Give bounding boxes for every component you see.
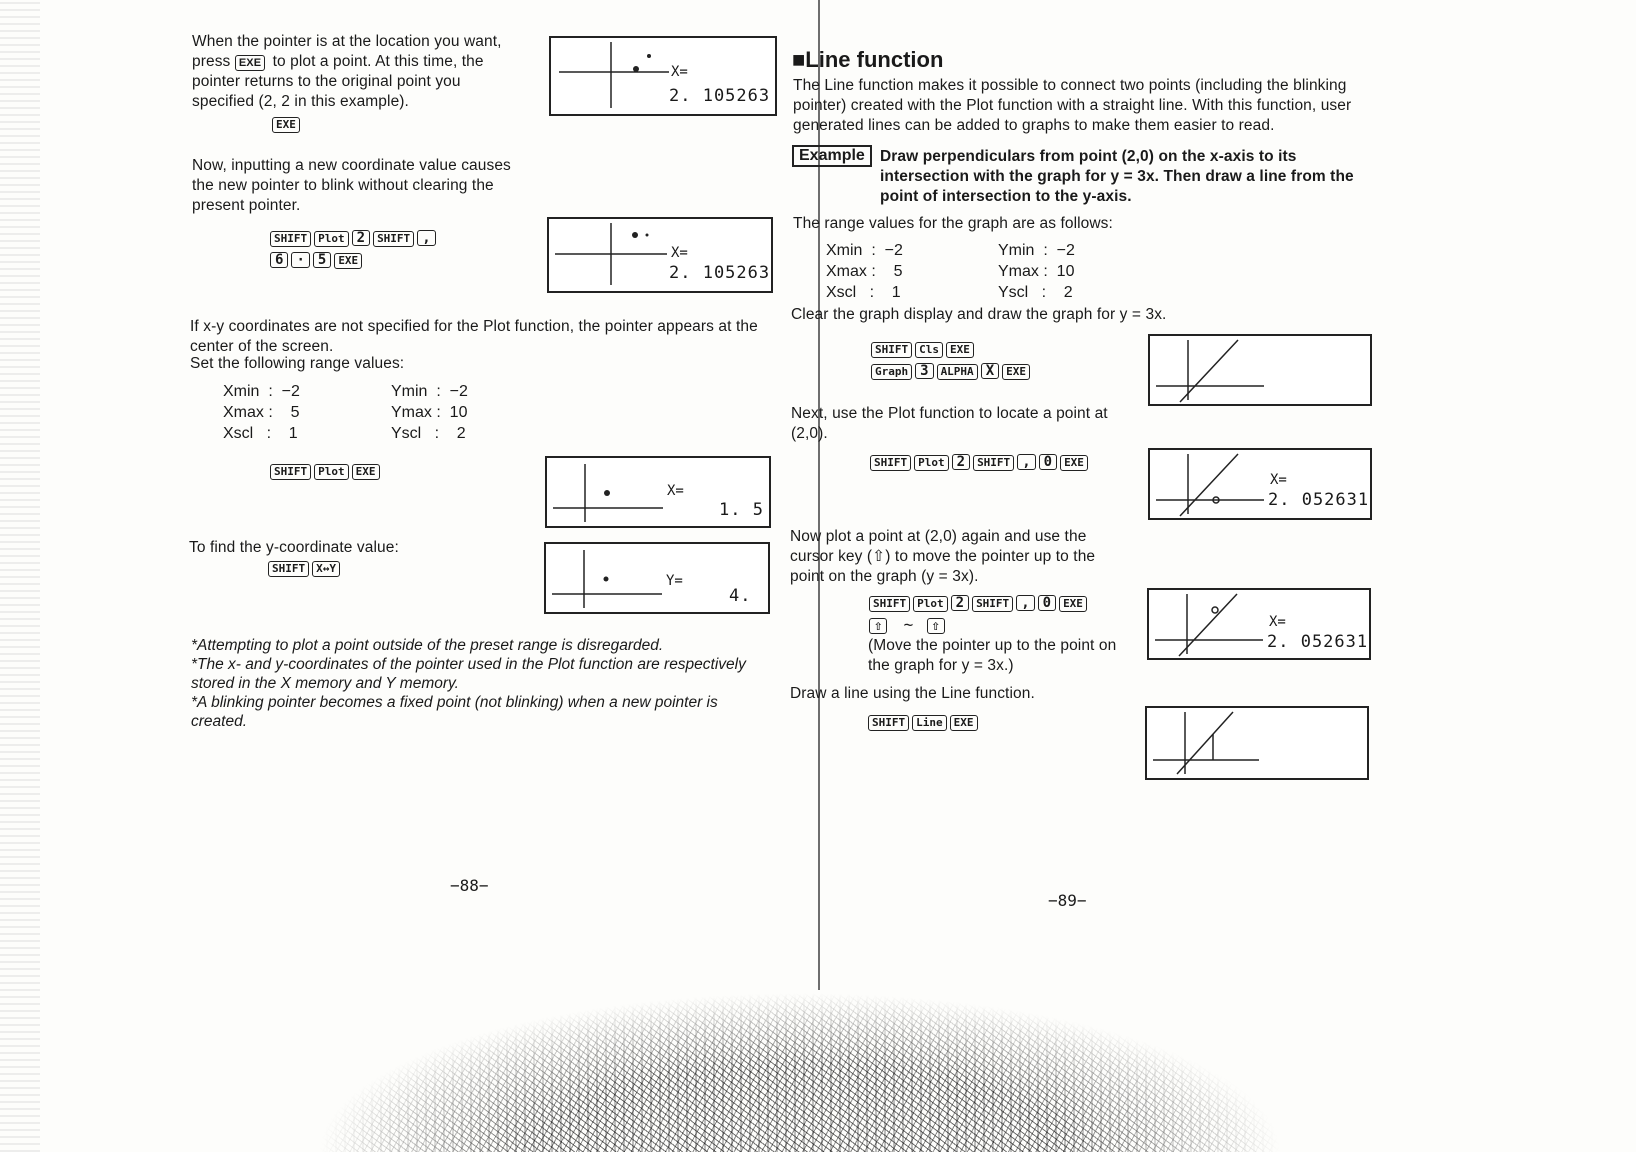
range-ymin: Ymin : −2 (391, 383, 468, 400)
keys-clear (871, 338, 1033, 382)
screen-3-label: X= (667, 483, 684, 499)
screen-4-value: 4. (729, 586, 752, 606)
example-block (792, 145, 1372, 205)
right-intro: The Line function makes it possible to connect two points (including the blinking pointer) created with the Plot function with a straight line. With this function, user generated lines can be added to graphs to make them easier to read. (793, 77, 1352, 134)
plot-key: Plot (914, 455, 949, 471)
page-number-right: −89− (1048, 891, 1087, 910)
point-key: · (291, 252, 309, 268)
keys-sequence-2 (270, 227, 439, 271)
exe-key: EXE (950, 715, 978, 731)
screen-a-graph (1150, 336, 1370, 404)
exe-key: EXE (946, 342, 974, 358)
page-number-left: −88− (450, 876, 489, 895)
left-para-2: Now, inputting a new coordinate value causes the new pointer to blink without clearing the present pointer. (192, 157, 511, 214)
key-row (270, 227, 439, 249)
exe-key: EXE (1059, 596, 1087, 612)
digit-key: 0 (1039, 454, 1057, 470)
cls-key: Cls (915, 342, 943, 358)
exe-key: EXE (272, 117, 300, 133)
range-xscl: Xscl : 1 (826, 284, 901, 301)
calc-screen-2 (547, 217, 773, 293)
example-text: Draw perpendiculars from point (2,0) on the x-axis to its intersection with the graph for y = 3x. Then draw a line from the point of intersection to the y-axis. (880, 148, 1354, 205)
exe-key: EXE (235, 55, 265, 71)
digit-key: 0 (1038, 595, 1056, 611)
range-yscl: Yscl : 2 (391, 425, 466, 442)
keys-sequence-4 (268, 557, 343, 579)
line-key: Line (912, 715, 947, 731)
digit-key: 2 (951, 595, 969, 611)
screen-1-label: X= (671, 64, 688, 80)
plot-key: Plot (913, 596, 948, 612)
right-para-move: (Move the pointer up to the point on the graph for y = 3x.) (868, 637, 1117, 674)
section-heading: ■Line function (792, 47, 944, 72)
right-range-table (826, 240, 903, 303)
screen-c-value: 2. 052631 (1267, 632, 1369, 652)
digit-key: 5 (313, 252, 331, 268)
key-row (869, 592, 1090, 614)
screen-2-value: 2. 105263 (669, 263, 771, 283)
keys-exe (272, 113, 303, 135)
range-xmin: Xmin : −2 (223, 383, 300, 400)
screen-b-label: X= (1270, 472, 1287, 488)
calc-screen-c (1147, 588, 1371, 660)
range-xmax: Xmax : 5 (223, 404, 300, 421)
range-ymax: Ymax : 10 (391, 404, 468, 421)
note-item: *A blinking pointer becomes a fixed point (not blinking) when a new pointer is created. (191, 694, 718, 730)
alpha-key: ALPHA (937, 364, 978, 380)
comma-key: , (1017, 454, 1035, 470)
calc-screen-d (1145, 706, 1369, 780)
left-para-1: When the pointer is at the location you want, press EXE to plot a point. At this time, the pointer returns to the original point you specified (2, 2 in this example). (192, 33, 502, 110)
shift-key: SHIFT (270, 231, 311, 247)
exe-key: EXE (1002, 364, 1030, 380)
shift-key: SHIFT (871, 342, 912, 358)
screen-c-label: X= (1269, 614, 1286, 630)
calc-screen-1 (549, 36, 777, 116)
example-label: Example (792, 145, 872, 167)
left-para-3b: Set the following range values: (190, 355, 405, 372)
shift-key: SHIFT (972, 596, 1013, 612)
range-xmin: Xmin : −2 (826, 242, 903, 259)
calc-screen-3 (545, 456, 771, 528)
screen-b-value: 2. 052631 (1268, 490, 1370, 510)
cursor-up-key: ⇧ (869, 618, 887, 634)
range-yscl: Yscl : 2 (998, 284, 1073, 301)
left-range-table-y (391, 381, 468, 444)
keys-next (870, 451, 1091, 473)
keys-sequence-3 (270, 460, 383, 482)
range-xscl: Xscl : 1 (223, 425, 298, 442)
screen-d-graph (1147, 708, 1367, 778)
key-row (871, 360, 1033, 382)
digit-key: 3 (915, 363, 933, 379)
digit-key: 2 (352, 230, 370, 246)
x-key: X (981, 363, 999, 379)
scan-noise (200, 985, 1400, 1152)
key-row (869, 614, 1090, 637)
keys-draw (868, 711, 981, 733)
key-row (270, 249, 439, 271)
plot-key: Plot (314, 464, 349, 480)
left-range-table (223, 381, 300, 444)
x-y-swap-key: X↔Y (312, 561, 340, 577)
page-edge-texture (0, 0, 40, 1152)
shift-key: SHIFT (268, 561, 309, 577)
tilde: ~ (903, 615, 914, 634)
screen-2-label: X= (671, 245, 688, 261)
left-para-3: If x-y coordinates are not specified for the Plot function, the pointer appears at the center of the screen. (190, 318, 758, 355)
keys-now (869, 592, 1090, 637)
shift-key: SHIFT (270, 464, 311, 480)
note-item: *Attempting to plot a point outside of the preset range is disregarded. (191, 637, 664, 654)
range-ymax: Ymax : 10 (998, 263, 1075, 280)
shift-key: SHIFT (869, 596, 910, 612)
plot-key: Plot (314, 231, 349, 247)
right-range-table-y (998, 240, 1075, 303)
right-para-next: Next, use the Plot function to locate a point at (2,0). (791, 405, 1108, 442)
cursor-up-key: ⇧ (927, 618, 945, 634)
key-row (871, 338, 1033, 360)
comma-key: , (417, 230, 435, 246)
screen-4-label: Y= (666, 573, 683, 589)
comma-key: , (1016, 595, 1034, 611)
left-para-4: To find the y-coordinate value: (189, 539, 399, 556)
right-para-draw: Draw a line using the Line function. (790, 685, 1035, 702)
right-range-intro: The range values for the graph are as follows: (793, 215, 1113, 232)
digit-key: 6 (270, 252, 288, 268)
shift-key: SHIFT (868, 715, 909, 731)
exe-key: EXE (334, 253, 362, 269)
exe-key: EXE (1060, 455, 1088, 471)
note-item: *The x- and y-coordinates of the pointer used in the Plot function are respectively stored in the X memory and Y memory. (191, 656, 746, 692)
graph-key: Graph (871, 364, 912, 380)
range-xmax: Xmax : 5 (826, 263, 903, 280)
shift-key: SHIFT (870, 455, 911, 471)
right-para-clear: Clear the graph display and draw the graph for y = 3x. (791, 306, 1167, 323)
calc-screen-a (1148, 334, 1372, 406)
screen-3-value: 1. 5 (719, 500, 764, 520)
right-para-now: Now plot a point at (2,0) again and use the cursor key (⇧) to move the pointer up to the point on the graph (y = 3x). (790, 528, 1096, 585)
digit-key: 2 (952, 454, 970, 470)
exe-key: EXE (352, 464, 380, 480)
calc-screen-b (1148, 448, 1372, 520)
range-ymin: Ymin : −2 (998, 242, 1075, 259)
notes-list (191, 636, 766, 731)
shift-key: SHIFT (973, 455, 1014, 471)
screen-1-value: 2. 105263 (669, 86, 771, 106)
shift-key: SHIFT (373, 231, 414, 247)
calc-screen-4 (544, 542, 770, 614)
